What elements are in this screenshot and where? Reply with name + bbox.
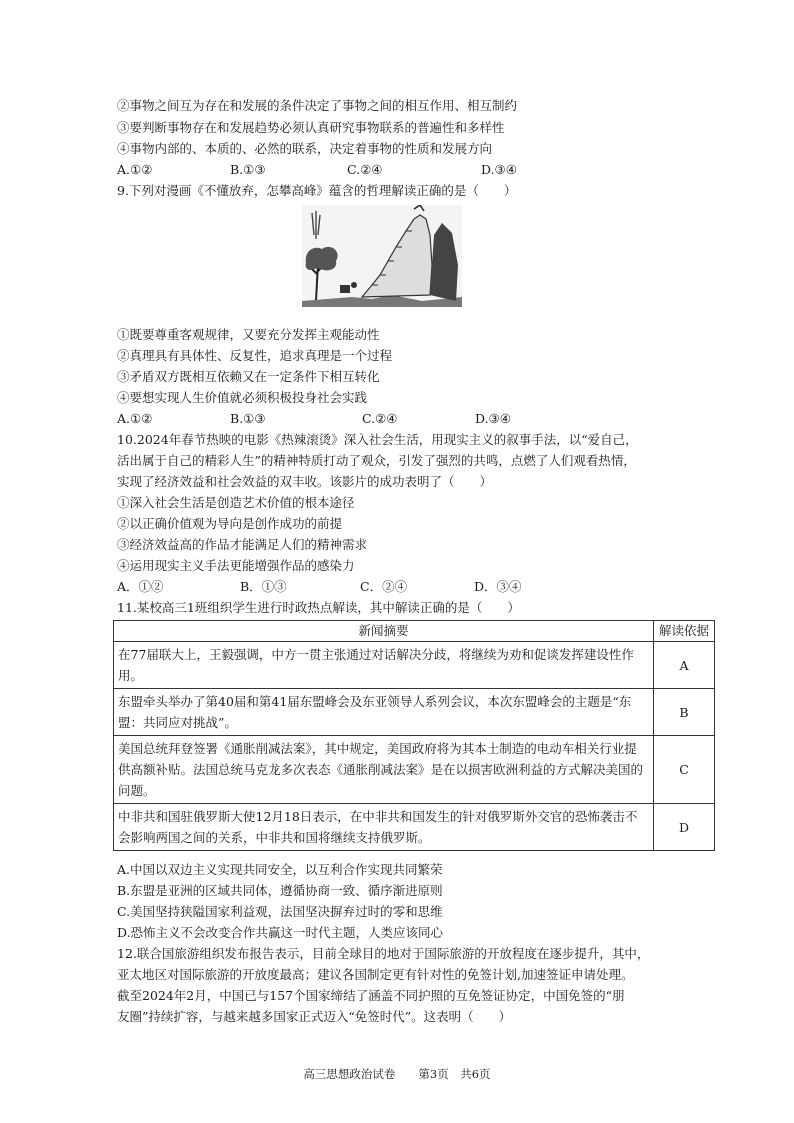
- basis-cell: A: [654, 642, 715, 689]
- q11-option-c[interactable]: C.美国坚持狭隘国家利益观，法国坚决摒弃过时的零和思维: [117, 904, 443, 919]
- q10-stem-line-3: 实现了经济效益和社会效益的双丰收。该影片的成功表明了（ ）: [117, 474, 493, 489]
- q10-options: [117, 579, 677, 595]
- q11-option-b[interactable]: B.东盟是亚洲的区域共同体，遵循协商一致、循序渐进原则: [117, 883, 443, 898]
- q10-stem-line-1: 10.2024年春节热映的电影《热辣滚烫》深入社会生活，用现实主义的叙事手法，以“爱自己，: [117, 432, 638, 447]
- q9-item-1: ①既要尊重客观规律，又要充分发挥主观能动性: [117, 327, 380, 342]
- basis-cell: D: [654, 804, 715, 851]
- q9-options: [117, 411, 677, 427]
- q12-stem-line-3: 截至2024年2月，中国已与157个国家缔结了涵盖不同护照的互免签证协定，中国免签的“朋: [117, 988, 625, 1003]
- q8-item-4: ④事物内部的、本质的、必然的联系，决定着事物的性质和发展方向: [117, 141, 493, 156]
- q9-option-c[interactable]: C.②④: [362, 411, 398, 426]
- q12-stem-line-1: 12.联合国旅游组织发布报告表示，目前全球目的地对于国际旅游的开放程度在逐步提升，其中，: [117, 946, 650, 961]
- table-row: [114, 689, 715, 736]
- q10-option-c[interactable]: C．②④: [360, 579, 408, 594]
- q10-option-a[interactable]: A．①②: [117, 579, 164, 594]
- news-summary-cell: 美国总统拜登签署《通胀削减法案》，其中规定，美国政府将为其本土制造的电动车相关行业提供高额补贴。法国总统马克龙多次表态《通胀削减法案》是在以损害欧洲利益的方式解决美国的问题。: [114, 736, 654, 804]
- table-row: [114, 642, 715, 689]
- q8-option-a[interactable]: A.①②: [117, 162, 153, 177]
- news-table-header: [114, 621, 715, 642]
- table-row: [114, 804, 715, 851]
- news-summary-cell: 东盟牵头举办了第40届和第41届东盟峰会及东亚领导人系列会议，本次东盟峰会的主题是“东盟：共同应对挑战”。: [114, 689, 654, 736]
- q10-item-3: ③经济效益高的作品才能满足人们的精神需求: [117, 537, 368, 552]
- q10-item-1: ①深入社会生活是创造艺术价值的根本途径: [117, 495, 355, 510]
- q8-option-c[interactable]: C.②④: [347, 162, 383, 177]
- basis-cell: B: [654, 689, 715, 736]
- cartoon-image: [302, 205, 462, 307]
- q10-item-2: ②以正确价值观为导向是创作成功的前提: [117, 516, 343, 531]
- page-footer: 高三思想政治试卷 第3页 共6页: [303, 1067, 491, 1081]
- header-basis: 解读依据: [654, 621, 715, 642]
- news-summary-cell: 中非共和国驻俄罗斯大使12月18日表示，在中非共和国发生的针对俄罗斯外交官的恐怖袭击不会影响两国之间的关系，中非共和国将继续支持俄罗斯。: [114, 804, 654, 851]
- q12-stem-line-4: 友圈”持续扩容，与越来越多国家正式迈入“免签时代”。这表明（ ）: [117, 1009, 512, 1024]
- q9-item-4: ④要想实现人生价值就必须积极投身社会实践: [117, 390, 368, 405]
- q8-options: [117, 162, 677, 178]
- q11-option-d[interactable]: D.恐怖主义不会改变合作共赢这一时代主题，人类应该同心: [117, 925, 444, 940]
- news-summary-cell: 在77届联大上，王毅强调，中方一贯主张通过对话解决分歧，将继续为劝和促谈发挥建设性作用。: [114, 642, 654, 689]
- q10-option-d[interactable]: D．③④: [474, 579, 522, 594]
- q9-stem: 9.下列对漫画《不懂放弃，怎攀高峰》蕴含的哲理解读正确的是（ ）: [117, 183, 517, 198]
- q9-option-d[interactable]: D.③④: [475, 411, 511, 426]
- q8-item-2: ②事物之间互为存在和发展的条件决定了事物之间的相互作用、相互制约: [117, 98, 518, 113]
- q8-item-3: ③要判断事物存在和发展趋势必须认真研究事物联系的普遍性和多样性: [117, 120, 505, 135]
- q11-option-a[interactable]: A.中国以双边主义实现共同安全，以互利合作实现共同繁荣: [117, 862, 443, 877]
- q9-item-2: ②真理具有具体性、反复性，追求真理是一个过程: [117, 348, 393, 363]
- q9-option-a[interactable]: A.①②: [117, 411, 153, 426]
- q9-item-3: ③矛盾双方既相互依赖又在一定条件下相互转化: [117, 369, 380, 384]
- q8-option-d[interactable]: D.③④: [481, 162, 517, 177]
- q10-item-4: ④运用现实主义手法更能增强作品的感染力: [117, 558, 355, 573]
- header-news-summary: 新闻摘要: [114, 621, 654, 642]
- q8-option-b[interactable]: B.①③: [230, 162, 266, 177]
- basis-cell: C: [654, 736, 715, 804]
- q12-stem-line-2: 亚太地区对国际旅游的开放度最高；建议各国制定更有针对性的免签计划,加速签证申请处理。: [117, 967, 634, 982]
- q10-stem-line-2: 活出属于自己的精彩人生”的精神特质打动了观众，引发了强烈的共鸣，点燃了人们观看热情，: [117, 453, 636, 468]
- table-row: [114, 736, 715, 804]
- q10-option-b[interactable]: B．①③: [240, 579, 287, 594]
- news-table: [113, 620, 715, 851]
- q9-option-b[interactable]: B.①③: [230, 411, 266, 426]
- q11-stem: 11.某校高三1班组织学生进行时政热点解读，其中解读正确的是（ ）: [117, 600, 520, 615]
